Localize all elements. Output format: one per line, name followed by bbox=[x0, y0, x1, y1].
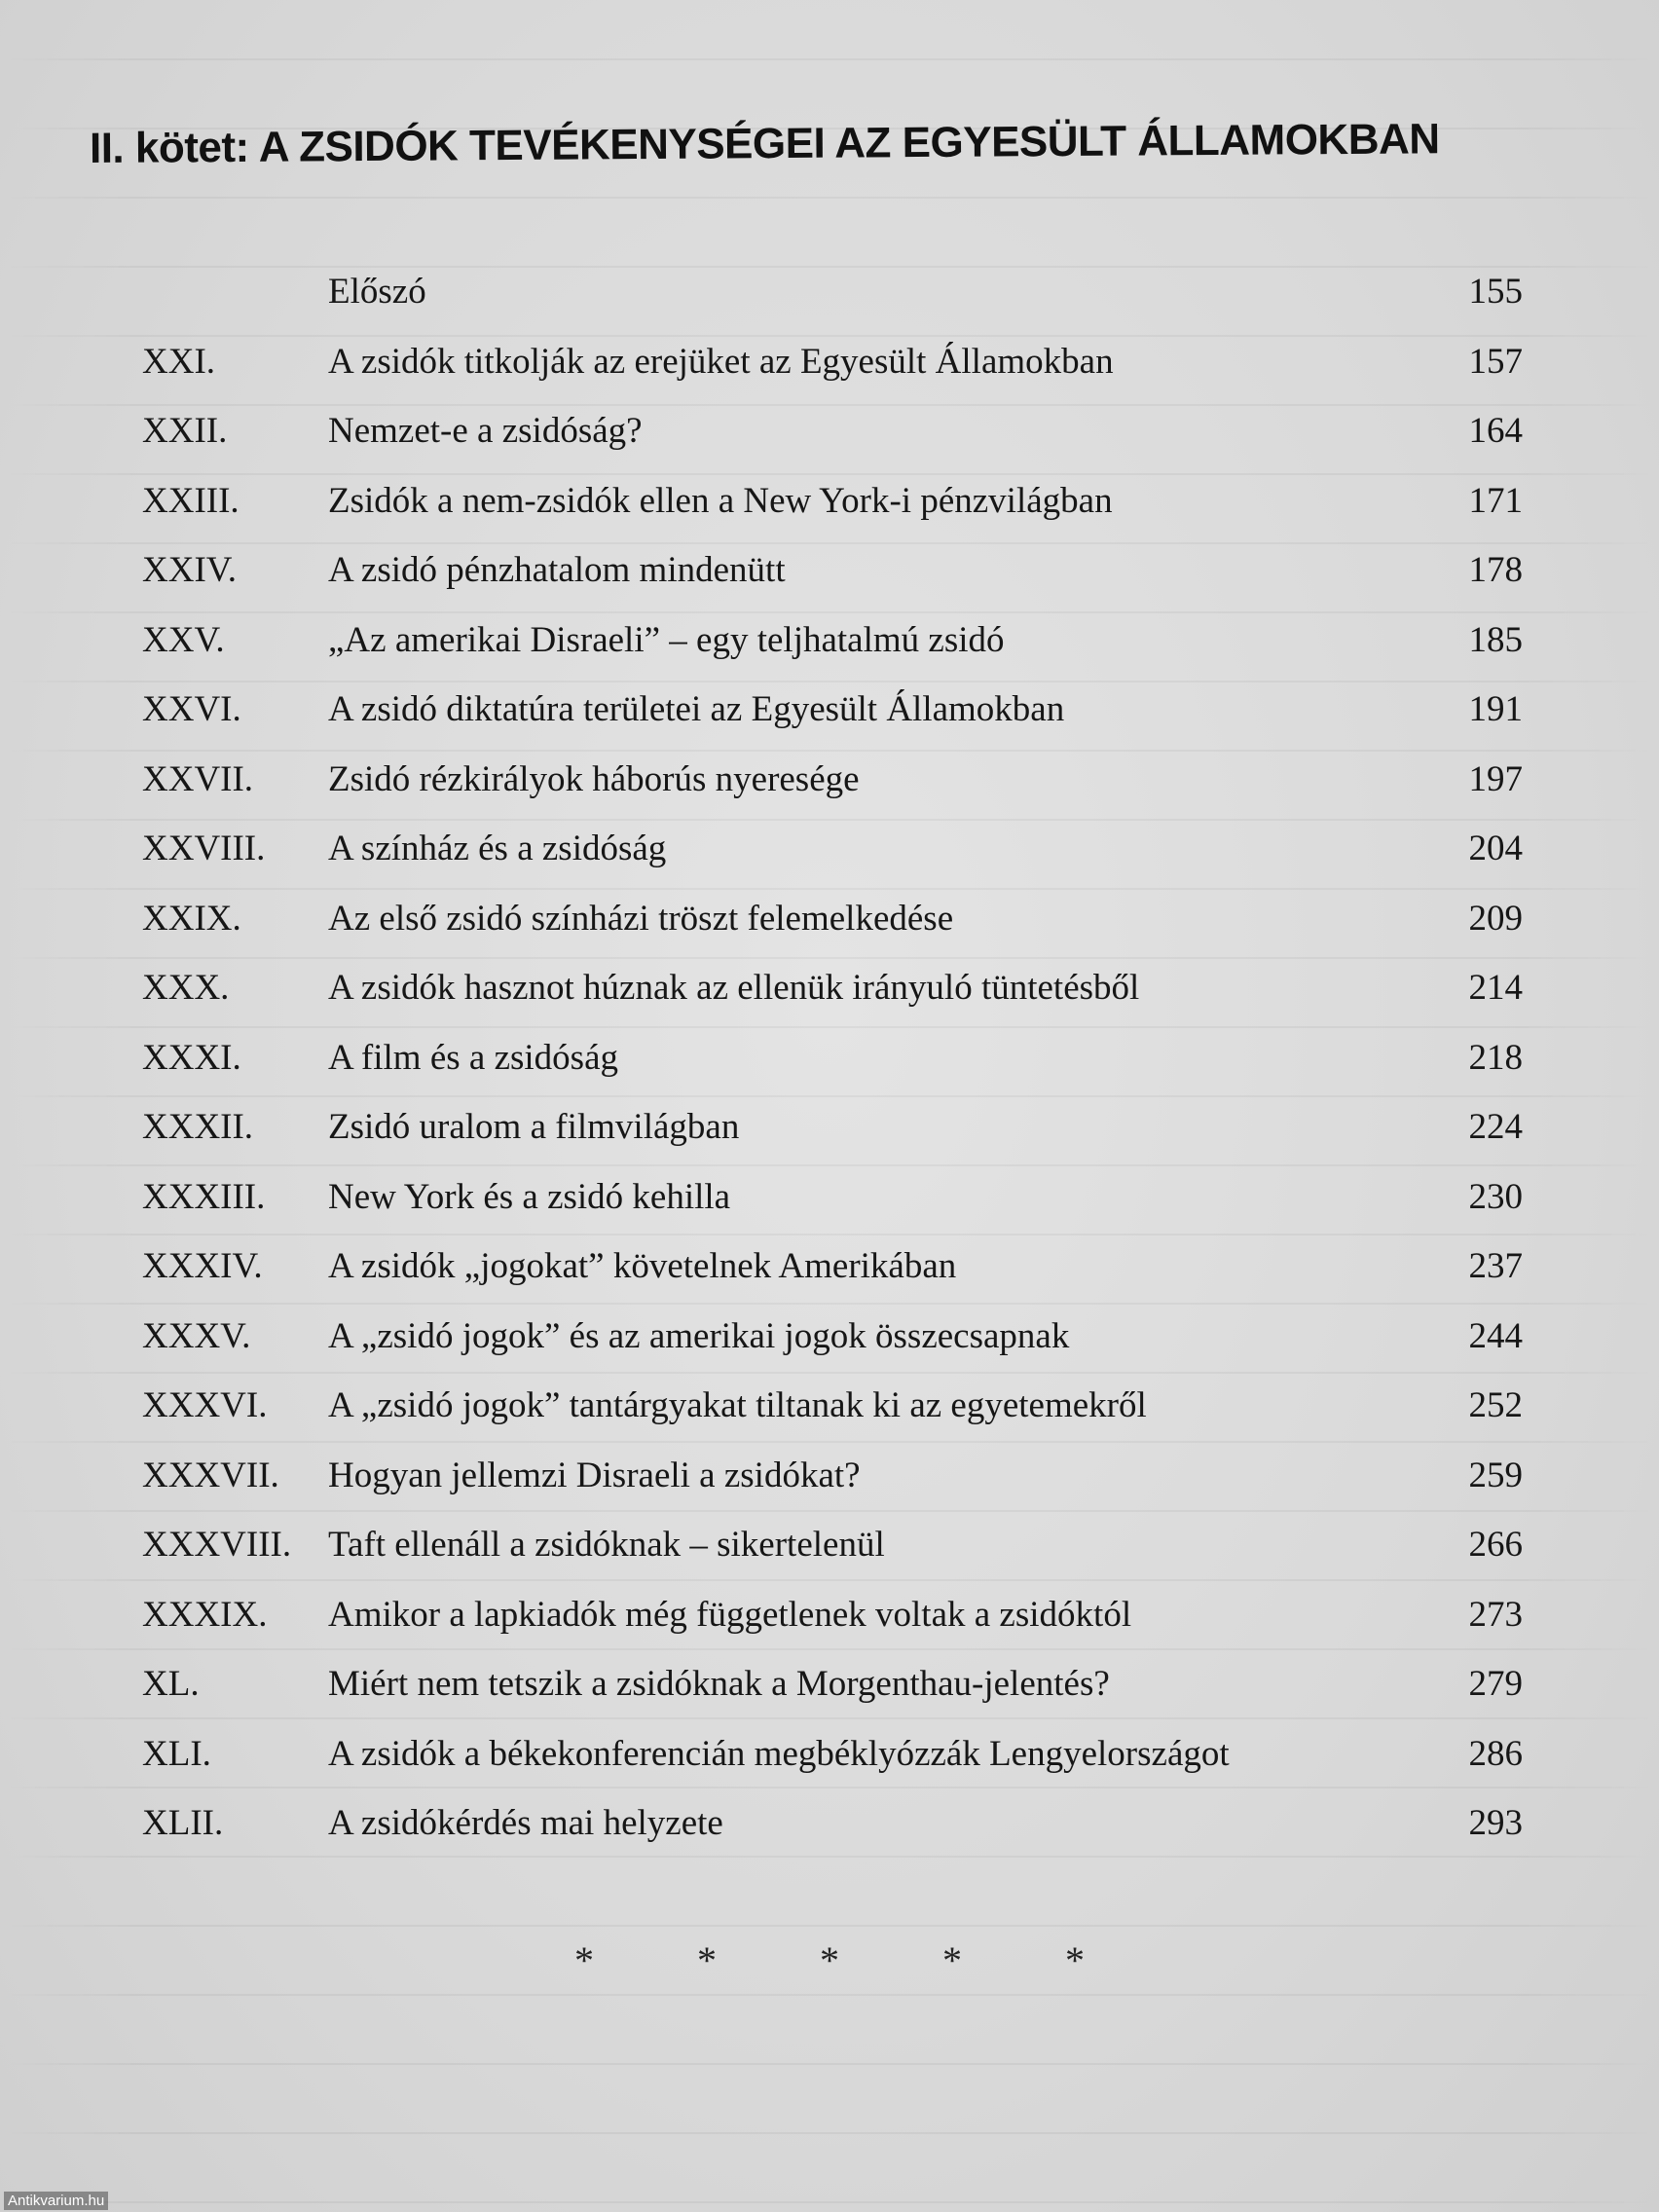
chapter-number: XXXVII. bbox=[142, 1455, 279, 1495]
chapter-number: XXXVI. bbox=[142, 1385, 268, 1425]
page-number: 218 bbox=[1468, 1037, 1523, 1078]
toc-row bbox=[0, 1377, 1659, 1435]
toc-row bbox=[0, 1237, 1659, 1296]
chapter-number: XXVI. bbox=[142, 689, 241, 729]
page-number: 273 bbox=[1468, 1594, 1523, 1635]
toc-row bbox=[0, 1516, 1659, 1574]
chapter-title: A zsidók hasznot húznak az ellenük irányuló tüntetésből bbox=[328, 968, 1140, 1008]
page-number: 157 bbox=[1468, 341, 1523, 382]
page-number: 244 bbox=[1468, 1315, 1523, 1356]
toc-row bbox=[0, 751, 1659, 809]
chapter-number: XXIX. bbox=[142, 898, 241, 939]
chapter-title: A színház és a zsidóság bbox=[328, 829, 667, 868]
page-number: 266 bbox=[1468, 1525, 1523, 1565]
chapter-title: A zsidók titkolják az erejüket az Egyesült Államokban bbox=[328, 341, 1114, 382]
chapter-title: A „zsidó jogok” és az amerikai jogok összecsapnak bbox=[328, 1315, 1070, 1356]
page-number: 237 bbox=[1468, 1246, 1523, 1286]
page-number: 252 bbox=[1468, 1385, 1523, 1425]
chapter-title: Hogyan jellemzi Disraeli a zsidókat? bbox=[328, 1455, 861, 1495]
page-number: 155 bbox=[1468, 272, 1523, 312]
chapter-number: XXI. bbox=[142, 341, 216, 382]
page-number: 224 bbox=[1468, 1107, 1523, 1147]
toc-row bbox=[0, 263, 1659, 321]
chapter-number: XXII. bbox=[142, 411, 228, 451]
page-number: 214 bbox=[1468, 968, 1523, 1008]
chapter-title: Az első zsidó színházi tröszt felemelkedése bbox=[328, 898, 954, 939]
toc-row bbox=[0, 1655, 1659, 1714]
page-number: 171 bbox=[1468, 480, 1523, 521]
chapter-number: XXVII. bbox=[142, 758, 254, 799]
chapter-title: A zsidók „jogokat” követelnek Amerikában bbox=[328, 1246, 957, 1286]
chapter-number: XXXIV. bbox=[142, 1246, 263, 1286]
chapter-title: A film és a zsidóság bbox=[328, 1037, 619, 1078]
chapter-title: Zsidó rézkirályok háborús nyeresége bbox=[328, 758, 860, 799]
chapter-title: Zsidók a nem-zsidók ellen a New York-i pénzvilágban bbox=[328, 480, 1113, 521]
chapter-number: XXIV. bbox=[142, 550, 237, 590]
chapter-title: Taft ellenáll a zsidóknak – sikertelenül bbox=[328, 1525, 885, 1565]
site-watermark: Antikvarium.hu bbox=[4, 2192, 108, 2210]
chapter-title: A zsidókérdés mai helyzete bbox=[328, 1803, 723, 1843]
chapter-number: XLII. bbox=[142, 1803, 224, 1843]
page-number: 185 bbox=[1468, 619, 1523, 660]
chapter-title: Előszó bbox=[328, 272, 426, 312]
chapter-number: XXXIX. bbox=[142, 1594, 268, 1635]
chapter-title: Nemzet-e a zsidóság? bbox=[328, 411, 643, 451]
page-number: 230 bbox=[1468, 1176, 1523, 1217]
section-separator: * * * * * bbox=[574, 1938, 1131, 1982]
chapter-number: XLI. bbox=[142, 1733, 211, 1774]
toc-row bbox=[0, 1447, 1659, 1505]
toc-row bbox=[0, 820, 1659, 878]
chapter-title: A zsidó diktatúra területei az Egyesült Államokban bbox=[328, 689, 1065, 729]
page-number: 191 bbox=[1468, 689, 1523, 729]
chapter-title: Amikor a lapkiadók még függetlenek voltak a zsidóktól bbox=[328, 1594, 1132, 1635]
chapter-number: XXXII. bbox=[142, 1107, 254, 1147]
toc-row bbox=[0, 1168, 1659, 1227]
chapter-title: A zsidók a békekonferencián megbéklyózzák Lengyelországot bbox=[328, 1733, 1230, 1774]
chapter-title: Zsidó uralom a filmvilágban bbox=[328, 1107, 740, 1147]
chapter-number: XXXIII. bbox=[142, 1176, 266, 1217]
page-number: 286 bbox=[1468, 1733, 1523, 1774]
chapter-title: A „zsidó jogok” tantárgyakat tiltanak ki az egyetemekről bbox=[328, 1385, 1147, 1425]
chapter-title: New York és a zsidó kehilla bbox=[328, 1176, 731, 1217]
chapter-number: XXXV. bbox=[142, 1315, 251, 1356]
toc-row bbox=[0, 959, 1659, 1017]
toc-row bbox=[0, 1308, 1659, 1366]
chapter-number: XXXVIII. bbox=[142, 1525, 292, 1565]
chapter-number: XL. bbox=[142, 1664, 200, 1704]
chapter-number: XXVIII. bbox=[142, 829, 266, 868]
toc-row bbox=[0, 1029, 1659, 1088]
toc-row bbox=[0, 681, 1659, 739]
volume-heading: II. kötet: A ZSIDÓK TEVÉKENYSÉGEI AZ EGYESÜLT ÁLLAMOKBAN bbox=[89, 115, 1440, 172]
chapter-number: XXXI. bbox=[142, 1037, 241, 1078]
toc-row bbox=[0, 402, 1659, 461]
toc-row bbox=[0, 611, 1659, 670]
toc-row bbox=[0, 1725, 1659, 1784]
page-number: 209 bbox=[1468, 898, 1523, 939]
toc-row bbox=[0, 333, 1659, 391]
toc-row bbox=[0, 472, 1659, 531]
chapter-title: Miért nem tetszik a zsidóknak a Morgenthau-jelentés? bbox=[328, 1664, 1110, 1704]
page-number: 178 bbox=[1468, 550, 1523, 590]
page-number: 293 bbox=[1468, 1803, 1523, 1843]
chapter-number: XXV. bbox=[142, 619, 225, 660]
toc-row bbox=[0, 541, 1659, 600]
page-number: 279 bbox=[1468, 1664, 1523, 1704]
chapter-title: A zsidó pénzhatalom mindenütt bbox=[328, 550, 786, 590]
toc-row bbox=[0, 1586, 1659, 1644]
chapter-number: XXIII. bbox=[142, 480, 240, 521]
toc-row bbox=[0, 1794, 1659, 1853]
chapter-title: „Az amerikai Disraeli” – egy teljhatalmú zsidó bbox=[328, 619, 1005, 660]
page-number: 259 bbox=[1468, 1455, 1523, 1495]
chapter-number: XXX. bbox=[142, 968, 230, 1008]
page-number: 197 bbox=[1468, 758, 1523, 799]
page-number: 204 bbox=[1468, 829, 1523, 868]
page-number: 164 bbox=[1468, 411, 1523, 451]
toc-row bbox=[0, 890, 1659, 948]
toc-row bbox=[0, 1098, 1659, 1157]
